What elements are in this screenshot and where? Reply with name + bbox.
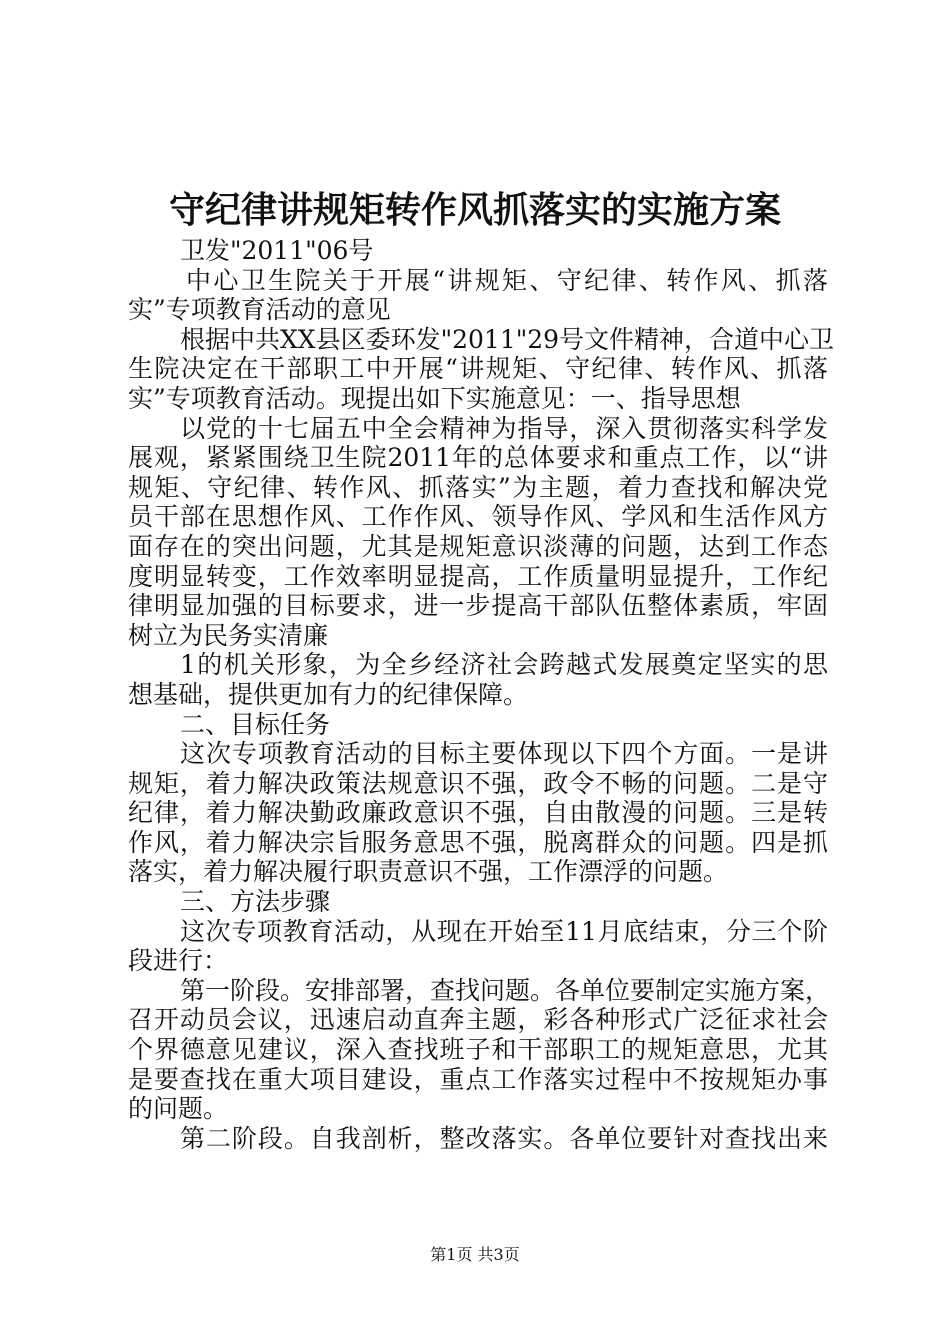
text-line: 第一阶段。安排部署，查找问题。各单位要制定实施方案， [180, 975, 831, 1005]
text-line: 个界德意见建议，深入查找班子和干部职工的规矩意思，尤其 [128, 1035, 828, 1065]
text-line: 度明显转变，工作效率明显提高，工作质量明显提升，工作纪 [128, 561, 828, 591]
document-title: 守纪律讲规矩转作风抓落实的实施方案 [168, 189, 781, 231]
text-line: 规矩、守纪律、转作风、抓落实”为主题，着力查找和解决党 [128, 472, 828, 502]
text-line: 律明显加强的目标要求，进一步提高干部队伍整体素质，牢固 [128, 591, 828, 621]
text-line: 以党的十七届五中全会精神为指导，深入贯彻落实科学发 [180, 413, 828, 443]
text-line: 纪律，着力解决勤政廉政意识不强，自由散漫的问题。三是转 [128, 798, 828, 828]
text-line: 落实，着力解决履行职责意识不强，工作漂浮的问题。 [128, 857, 729, 887]
doc-number-line: 卫发"2011"06号 [180, 236, 374, 265]
text-line: 根据中共XX县区委环发"2011"29号文件精神，合道中心卫 [180, 324, 835, 354]
text-line: 实”专项教育活动。现提出如下实施意见：一、指导思想 [128, 383, 741, 413]
text-line: 员干部在思想作风、工作作风、领导作风、学风和生活作风方 [128, 502, 828, 532]
text-line: 这次专项教育活动，从现在开始至11月底结束，分三个阶 [180, 916, 828, 946]
text-line: 召开动员会议，迅速启动直奔主题，彩各种形式广泛征求社会 [128, 1005, 828, 1035]
text-line: 是要查找在重大项目建设，重点工作落实过程中不按规矩办事 [128, 1064, 828, 1094]
text-line: 中心卫生院关于开展“讲规矩、守纪律、转作风、抓落 [186, 265, 828, 295]
section-heading: 二、目标任务 [180, 709, 331, 739]
section-heading: 三、方法步骤 [180, 887, 331, 917]
text-line: 生院决定在干部职工中开展“讲规矩、守纪律、转作风、抓落 [128, 354, 828, 384]
text-line: 规矩，着力解决政策法规意识不强，政令不畅的问题。二是守 [128, 768, 828, 798]
text-line: 段进行： [128, 946, 229, 976]
document-body [128, 236, 835, 1153]
text-line: 的问题。 [128, 1094, 229, 1124]
text-line: 树立为民务实清廉 [128, 620, 329, 650]
text-line: 实”专项教育活动的意见 [128, 295, 391, 325]
text-line: 作风，着力解决宗旨服务意思不强，脱离群众的问题。四是抓 [128, 827, 828, 857]
text-line: 第二阶段。自我剖析，整改落实。各单位要针对查找出来 [180, 1123, 828, 1153]
text-line: 1的机关形象，为全乡经济社会跨越式发展奠定坚实的思 [180, 650, 828, 680]
text-line: 展观，紧紧围绕卫生院2011年的总体要求和重点工作，以“讲 [128, 443, 828, 473]
page-footer: 第1页 共3页 [430, 1245, 520, 1264]
text-line: 这次专项教育活动的目标主要体现以下四个方面。一是讲 [180, 739, 828, 769]
text-line: 想基础，提供更加有力的纪律保障。 [128, 679, 529, 709]
text-line: 面存在的突出问题，尤其是规矩意识淡薄的问题，达到工作态 [128, 531, 828, 561]
